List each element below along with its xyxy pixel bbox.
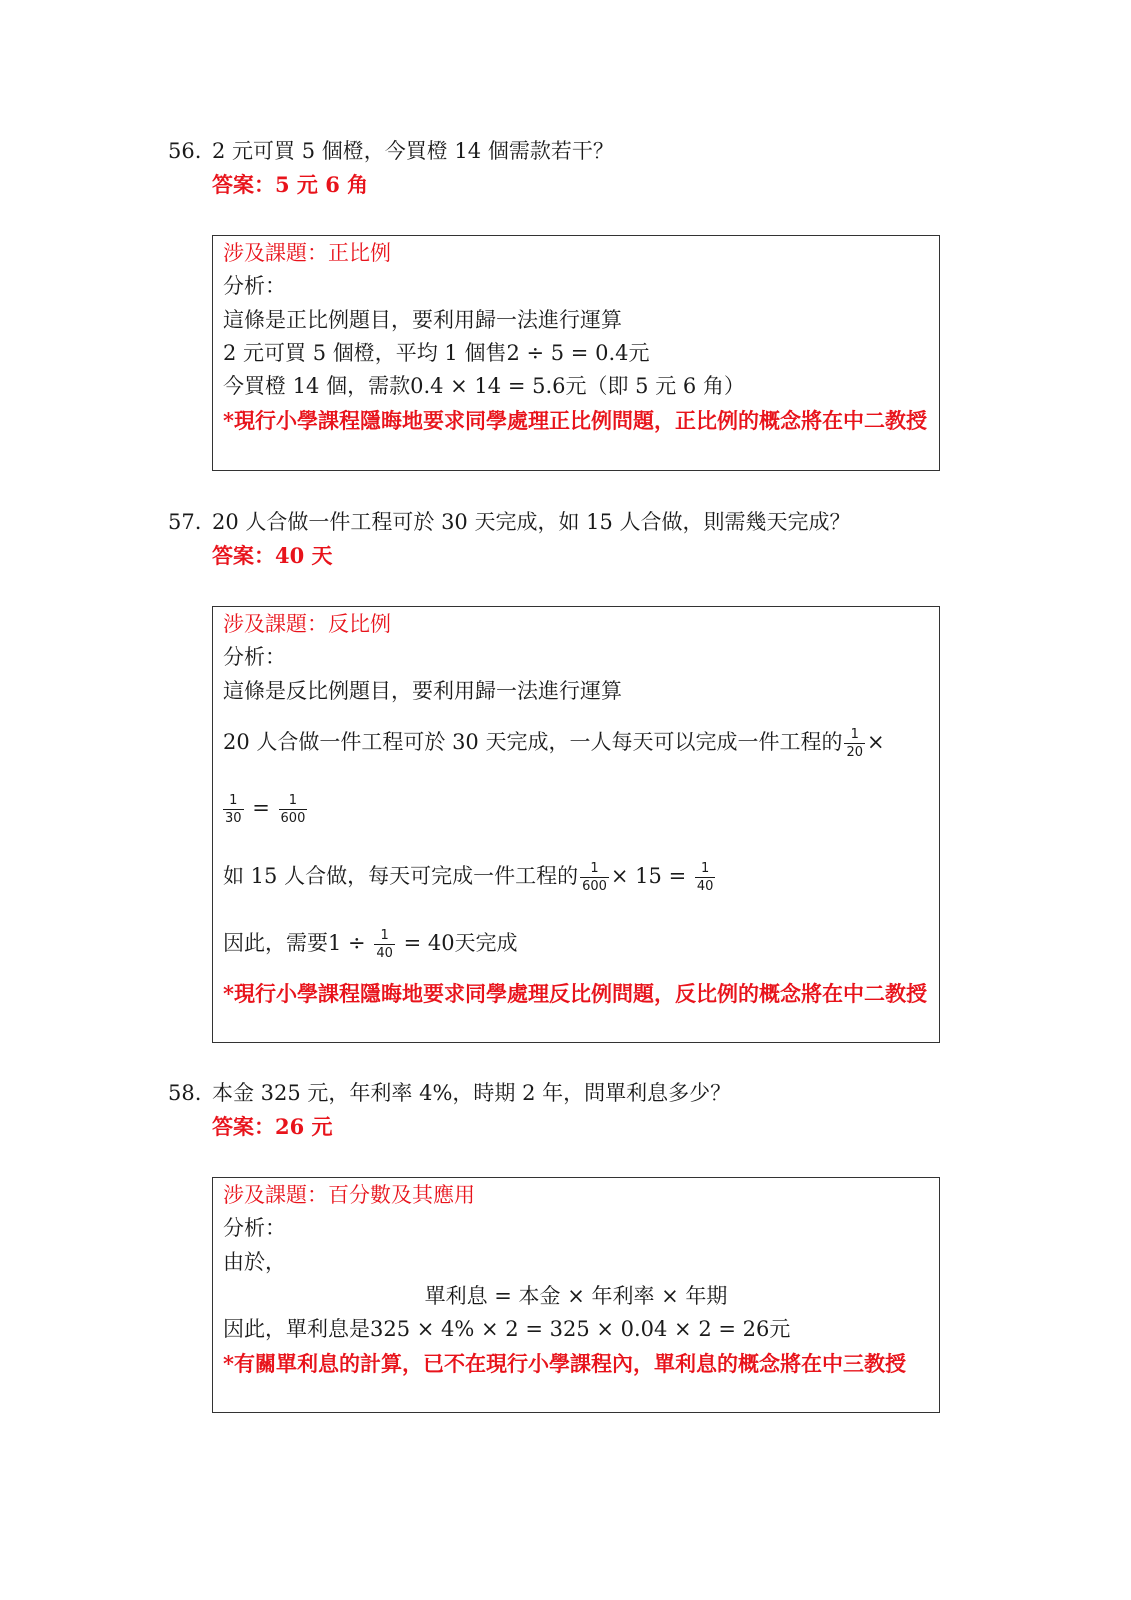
topic-heading: 涉及課題：正比例 (223, 241, 391, 265)
math-expression: 2 ÷ 5 = 0.4元 (506, 341, 650, 365)
curriculum-note: *有關單利息的計算，已不在現行小學課程內，單利息的概念將在中三教授 (223, 1351, 906, 1376)
fraction-numerator: 1 (279, 793, 308, 810)
math-expression: × 15 = (610, 864, 687, 888)
question-56-text-line (168, 136, 614, 166)
equals-sign: = (252, 796, 270, 820)
math-expression: 1 ÷ (328, 931, 366, 955)
fraction (223, 793, 244, 826)
fraction-numerator: 1 (223, 793, 244, 810)
answer-text: 答案：5 元 6 角 (212, 172, 369, 197)
analysis-text: （即 5 元 6 角） (586, 374, 745, 398)
topic-heading: 涉及課題：反比例 (223, 612, 391, 636)
analysis-line: 這條是正比例題目，要利用歸一法進行運算 (223, 308, 622, 332)
topic-heading: 涉及課題：百分數及其應用 (223, 1183, 475, 1207)
fraction (844, 727, 865, 760)
analysis-line (223, 727, 885, 760)
analysis-line (223, 338, 649, 368)
math-expression: 325 × 4% × 2 = 325 × 0.04 × 2 = 26元 (370, 1317, 791, 1341)
analysis-box (212, 606, 940, 1043)
formula-line: 單利息 = 本金 × 年利率 × 年期 (424, 1284, 728, 1308)
question-text: 本金 325 元，年利率 4%，時期 2 年，問單利息多少？ (212, 1081, 732, 1105)
fraction (695, 861, 716, 894)
times-sign: × (867, 730, 885, 754)
analysis-box (212, 1177, 940, 1413)
analysis-text: 20 人合做一件工程可於 30 天完成，一人每天可以完成一件工程的 (223, 730, 843, 754)
analysis-line (223, 928, 518, 961)
question-text: 2 元可買 5 個橙，今買橙 14 個需款若干？ (212, 139, 614, 163)
analysis-label: 分析： (223, 274, 286, 298)
question-57-text-line (168, 507, 851, 537)
fraction-numerator: 1 (580, 861, 609, 878)
math-expression: 0.4 × 14 = 5.6元 (410, 374, 587, 398)
analysis-text: 今買橙 14 個，需款 (223, 374, 411, 398)
analysis-box (212, 235, 940, 471)
fraction (580, 861, 609, 894)
fraction-numerator: 1 (695, 861, 716, 878)
answer-text: 答案：26 元 (212, 1114, 333, 1139)
fraction-denominator: 600 (280, 811, 306, 826)
curriculum-note: *現行小學課程隱晦地要求同學處理反比例問題，反比例的概念將在中二教授 (223, 981, 927, 1006)
answer-text: 答案：40 天 (212, 543, 333, 568)
question-number: 57. (168, 510, 202, 534)
analysis-text: 因此，需要 (223, 931, 328, 955)
analysis-line (223, 793, 309, 826)
fraction-denominator: 600 (582, 879, 607, 894)
analysis-text: 2 元可買 5 個橙，平均 1 個售 (223, 341, 507, 365)
fraction-denominator: 30 (225, 811, 242, 826)
fraction-denominator: 40 (696, 879, 714, 894)
question-number: 58. (168, 1081, 202, 1105)
curriculum-note: *現行小學課程隱晦地要求同學處理正比例問題，正比例的概念將在中二教授 (223, 408, 927, 433)
fraction-numerator: 1 (844, 727, 865, 744)
analysis-line (223, 861, 717, 894)
analysis-label: 分析： (223, 645, 286, 669)
math-expression: = 40天完成 (403, 931, 518, 955)
analysis-text: 因此，單利息是 (223, 1317, 370, 1341)
question-58-text-line (168, 1078, 731, 1108)
question-text: 20 人合做一件工程可於 30 天完成，如 15 人合做，則需幾天完成？ (212, 510, 851, 534)
fraction-denominator: 20 (846, 745, 864, 760)
fraction (374, 928, 395, 961)
analysis-text: 如 15 人合做，每天可完成一件工程的 (223, 864, 579, 888)
analysis-line (223, 371, 745, 401)
analysis-line: 這條是反比例題目，要利用歸一法進行運算 (223, 679, 622, 703)
analysis-label: 分析： (223, 1216, 286, 1240)
fraction-numerator: 1 (374, 928, 395, 945)
question-number: 56. (168, 139, 202, 163)
fraction (279, 793, 308, 826)
analysis-line: 由於， (223, 1250, 286, 1274)
analysis-line (223, 1314, 790, 1344)
fraction-denominator: 40 (376, 946, 393, 961)
